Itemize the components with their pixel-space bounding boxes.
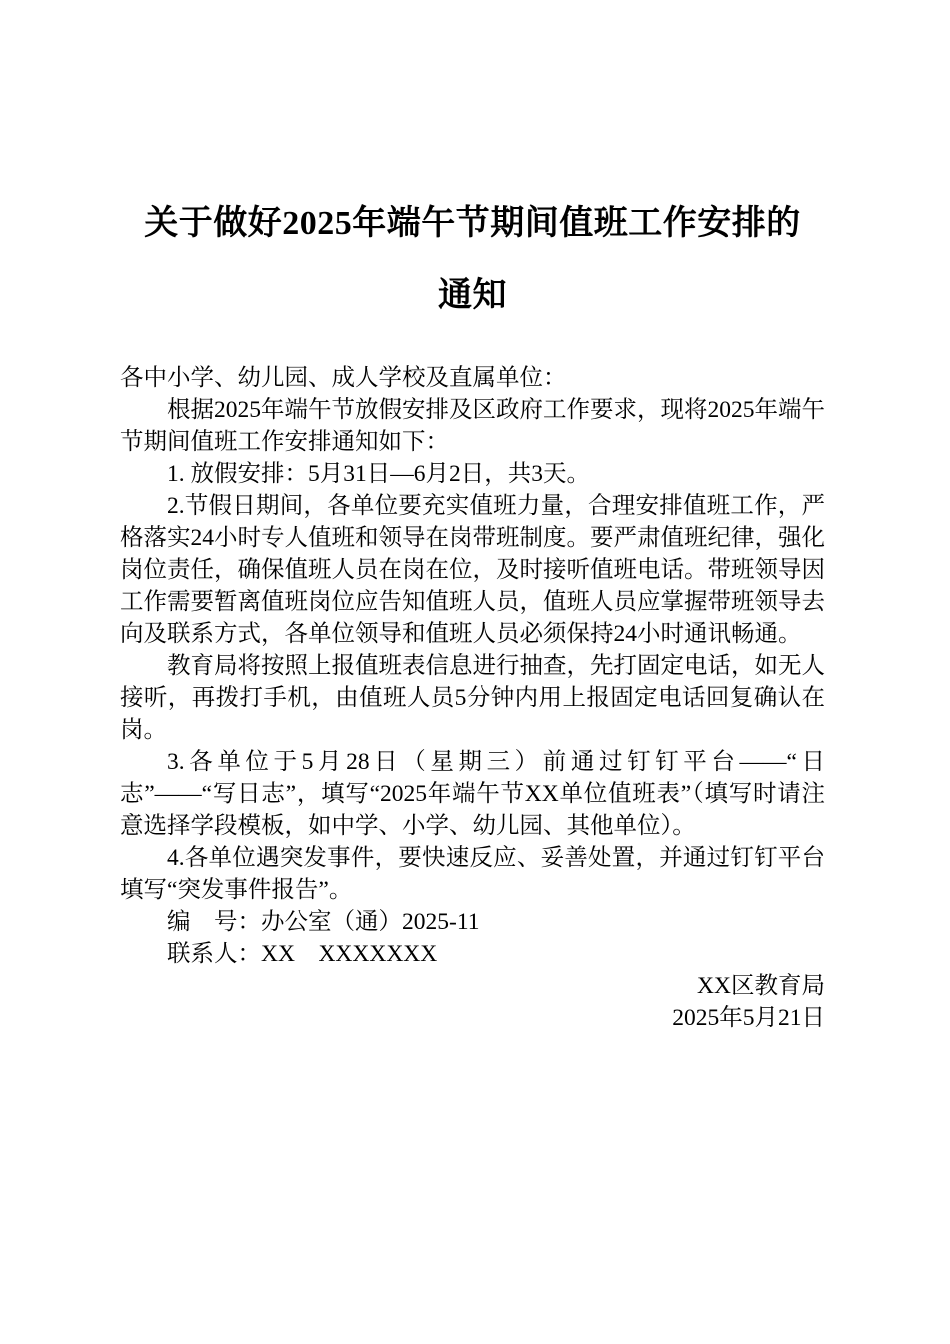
- salutation: 各中小学、幼儿园、成人学校及直属单位：: [120, 365, 567, 391]
- item-2-paragraph: 2.节假日期间，各单位要充实值班力量，合理安排值班工作，严格落实24小时专人值班和领导在岗带班制度。要严肃值班纪律，强化岗位责任，确保值班人员在岗在位，及时接听值班电话。带班领导因工作需要暂离值班岗位应告知值班人员，值班人员应掌握带班领导去向及联系方式，各单位领导和值班人员必须保持24小时通讯畅通。: [120, 493, 825, 647]
- title-line-1: 关于做好2025年端午节期间值班工作安排的: [144, 205, 801, 242]
- document-title: [120, 188, 825, 332]
- title-line-2: 通知: [438, 277, 507, 314]
- issue-date: 2025年5月21日: [672, 1005, 825, 1031]
- item-2-note-paragraph: 教育局将按照上报值班表信息进行抽查，先打固定电话，如无人接听，再拨打手机，由值班人员5分钟内用上报固定电话回复确认在岗。: [120, 653, 825, 743]
- item-4-paragraph: 4.各单位遇突发事件，要快速反应、妥善处置，并通过钉钉平台填写“突发事件报告”。: [120, 845, 825, 903]
- item-3-paragraph: 3.各单位于5月28日（星期三）前通过钉钉平台——“日志”——“写日志”，填写“2025年端午节XX单位值班表”（填写时请注意选择学段模板，如中学、小学、幼儿园、其他单位）。: [120, 749, 825, 839]
- intro-paragraph: 根据2025年端午节放假安排及区政府工作要求，现将2025年端午节期间值班工作安排通知如下：: [120, 397, 825, 455]
- item-1-paragraph: 1. 放假安排：5月31日—6月2日，共3天。: [167, 461, 590, 487]
- contact-line: 联系人：XX XXXXXXX: [167, 941, 438, 967]
- document-body: [120, 362, 825, 1034]
- document-number-line: 编 号：办公室（通）2025-11: [167, 909, 480, 935]
- issuer-signature: XX区教育局: [697, 973, 825, 999]
